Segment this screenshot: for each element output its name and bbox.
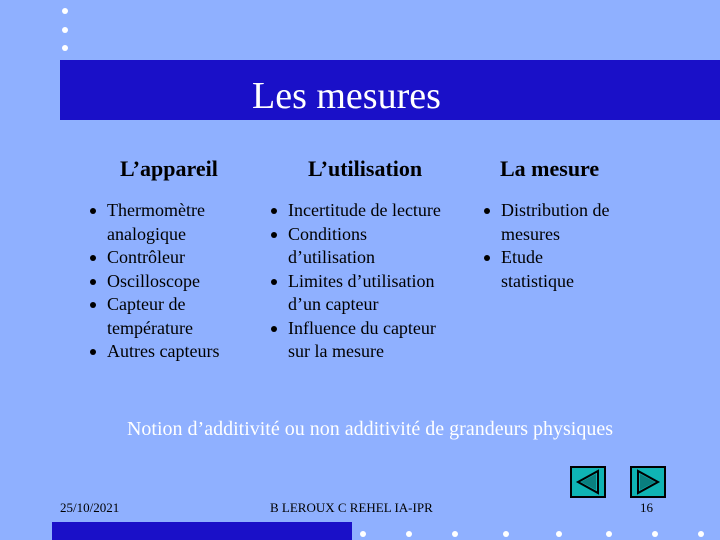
list-item: Limites d’utilisation d’un capteur: [266, 270, 441, 317]
decor-dot: [556, 531, 562, 537]
bullet-list-appareil: [85, 199, 219, 364]
list-item: Incertitude de lecture: [266, 199, 441, 223]
list-item: Oscilloscope: [85, 270, 219, 294]
bullet-icon: [90, 302, 96, 308]
additivity-note: Notion d’additivité ou non additivité de grandeurs physiques: [126, 418, 614, 440]
decor-dot: [62, 45, 68, 51]
list-item: Influence du capteur sur la mesure: [266, 317, 441, 364]
slide-title: Les mesures: [252, 75, 441, 117]
bullet-icon: [90, 279, 96, 285]
bullet-icon: [271, 326, 277, 332]
list-item: Distribution de mesures: [479, 199, 610, 246]
footer-author: B LEROUX C REHEL IA-IPR: [270, 500, 433, 515]
decor-dot: [503, 531, 509, 537]
list-item: Etude statistique: [479, 246, 610, 293]
decor-dot: [698, 531, 704, 537]
list-item: Capteur de température: [85, 293, 219, 340]
page-number: 16: [640, 500, 653, 515]
bullet-icon: [90, 208, 96, 214]
previous-slide-icon: [572, 468, 604, 496]
bullet-icon: [484, 208, 490, 214]
column-heading-mesure: La mesure: [500, 156, 600, 181]
previous-slide-button[interactable]: [570, 466, 606, 498]
column-heading-utilisation: L’utilisation: [308, 156, 423, 181]
decor-dot: [652, 531, 658, 537]
next-slide-button[interactable]: [630, 466, 666, 498]
bullet-icon: [271, 279, 277, 285]
bullet-icon: [271, 208, 277, 214]
bullet-icon: [90, 255, 96, 261]
list-item: Thermomètre analogique: [85, 199, 219, 246]
decor-dot: [62, 8, 68, 14]
bullet-icon: [90, 349, 96, 355]
next-slide-icon: [632, 468, 664, 496]
decor-dot: [606, 531, 612, 537]
bullet-icon: [271, 232, 277, 238]
list-item: Autres capteurs: [85, 340, 219, 364]
column-heading-appareil: L’appareil: [120, 156, 218, 181]
bullet-list-mesure: [479, 199, 610, 293]
decor-dot: [62, 27, 68, 33]
decor-dot: [360, 531, 366, 537]
list-item: Contrôleur: [85, 246, 219, 270]
decor-dot: [452, 531, 458, 537]
bottom-bar: [52, 522, 352, 540]
list-item: Conditions d’utilisation: [266, 223, 441, 270]
decor-dot: [406, 531, 412, 537]
bullet-list-utilisation: [266, 199, 441, 364]
footer-date: 25/10/2021: [60, 500, 120, 515]
bullet-icon: [484, 255, 490, 261]
